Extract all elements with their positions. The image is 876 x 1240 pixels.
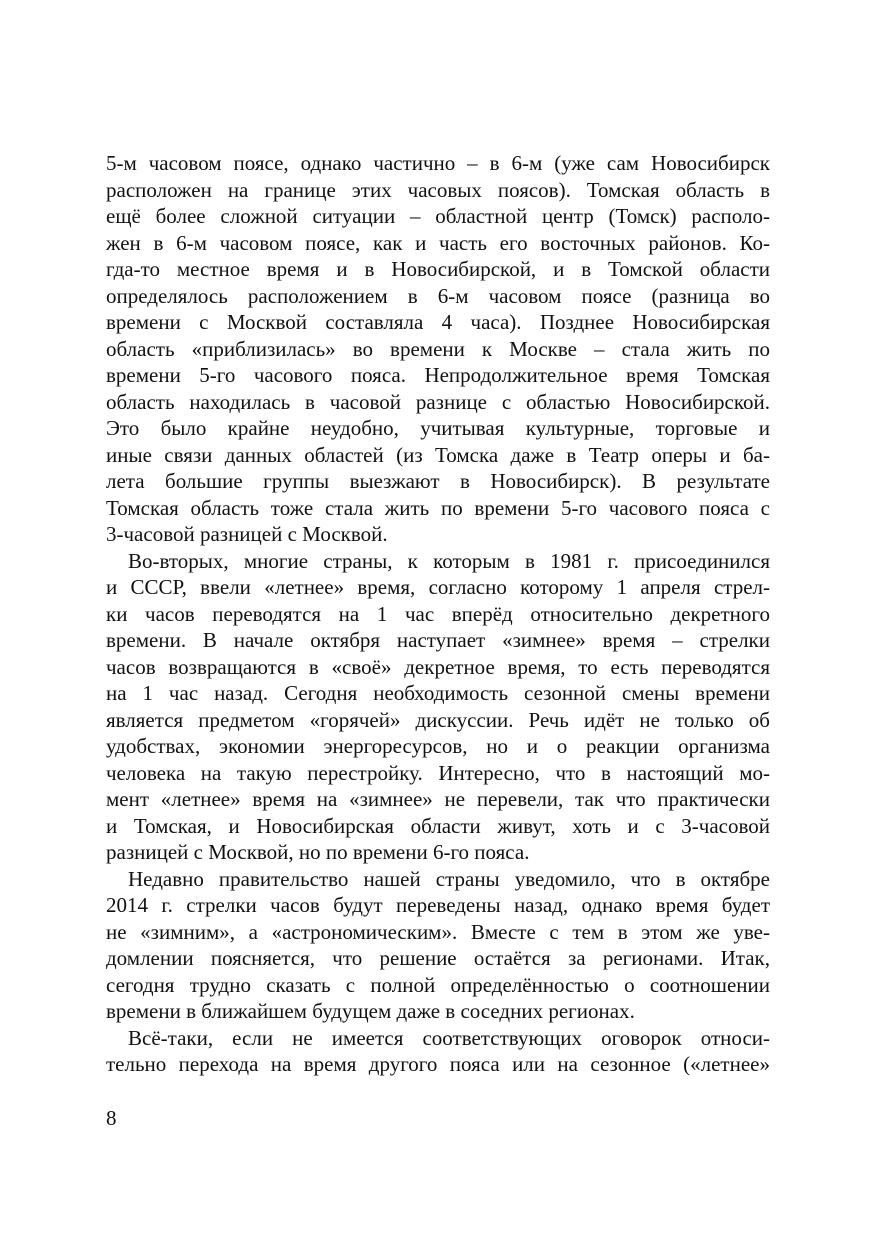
text-line: сегодня трудно сказать с полной определённостью о соотношении bbox=[106, 972, 770, 997]
paragraph-1 bbox=[106, 150, 770, 548]
text-line: гда-то местное время и в Новосибирской, и в Томской области bbox=[106, 257, 770, 281]
text-line: Томская область тоже стала жить по времени 5-го часового пояса с bbox=[106, 495, 770, 520]
text-line: и СССР, ввели «летнее» время, согласно которому 1 апреля стрел- bbox=[106, 575, 770, 599]
text-line: Недавно правительство нашей страны уведомило, что в октябре bbox=[128, 866, 770, 891]
text-line: иные связи данных областей (из Томска даже в Театр оперы и ба- bbox=[106, 442, 770, 467]
text-line: Это было крайне неудобно, учитывая культурные, торговые и bbox=[106, 416, 770, 440]
text-line: ки часов переводятся на 1 час вперёд относительно декретного bbox=[106, 601, 770, 626]
text-line: жен в 6-м часовом поясе, как и часть его восточных районов. Ко- bbox=[106, 230, 770, 255]
text-line: и Томская, и Новосибирская области живут, хоть и с 3-часовой bbox=[106, 813, 770, 838]
text-line: лета большие группы выезжают в Новосибирск). В результате bbox=[106, 469, 770, 493]
text-line: человека на такую перестройку. Интересно, что в настоящий мо- bbox=[106, 760, 770, 785]
paragraph-3 bbox=[106, 866, 770, 1025]
text-line: Всё-таки, если не имеется соответствующих оговорок относи- bbox=[128, 1025, 770, 1050]
text-line: не «зимним», а «астрономическим». Вместе с тем в этом же уве- bbox=[106, 919, 770, 944]
text-line: времени с Москвой составляла 4 часа). Позднее Новосибирская bbox=[106, 310, 770, 334]
text-line: является предметом «горячей» дискуссии. Речь идёт не только об bbox=[106, 707, 770, 732]
text-line: область находилась в часовой разнице с областью Новосибирской. bbox=[106, 389, 770, 414]
text-line: времени в ближайшем будущем даже в соседних регионах. bbox=[106, 999, 635, 1023]
paragraph-2 bbox=[106, 548, 770, 866]
text-line: времени 5-го часового пояса. Непродолжительное время Томская bbox=[106, 363, 770, 387]
text-line: на 1 час назад. Сегодня необходимость сезонной смены времени bbox=[106, 681, 770, 705]
text-line: 5-м часовом поясе, однако частично – в 6-м (уже сам Новосибирск bbox=[106, 151, 770, 175]
text-line: разницей с Москвой, но по времени 6-го пояса. bbox=[106, 840, 530, 864]
text-line: область «приблизилась» во времени к Москве – стала жить по bbox=[106, 336, 770, 361]
text-line: расположен на границе этих часовых поясов). Томская область в bbox=[106, 177, 770, 202]
text-line: ещё более сложной ситуации – областной центр (Томск) располо- bbox=[106, 204, 770, 228]
text-line: удобствах, экономии энергоресурсов, но и о реакции организма bbox=[106, 734, 770, 758]
text-line: 2014 г. стрелки часов будут переведены назад, однако время будет bbox=[106, 893, 770, 917]
paragraph-4 bbox=[106, 1025, 770, 1078]
text-line: времени. В начале октября наступает «зимнее» время – стрелки bbox=[106, 628, 770, 652]
text-line: домлении поясняется, что решение остаётся за регионами. Итак, bbox=[106, 946, 770, 970]
text-line: часов возвращаются в «своё» декретное время, то есть переводятся bbox=[106, 654, 770, 679]
page-number: 8 bbox=[106, 1106, 117, 1130]
text-line: тельно перехода на время другого пояса или на сезонное («летнее» bbox=[106, 1052, 770, 1076]
text-line: 3-часовой разницей с Москвой. bbox=[106, 522, 388, 546]
text-line: мент «летнее» время на «зимнее» не перевели, так что практически bbox=[106, 787, 770, 811]
text-line: определялось расположением в 6-м часовом поясе (разница во bbox=[106, 283, 770, 308]
text-line: Во-вторых, многие страны, к которым в 1981 г. присоединился bbox=[128, 548, 770, 573]
page-body bbox=[106, 150, 770, 1078]
